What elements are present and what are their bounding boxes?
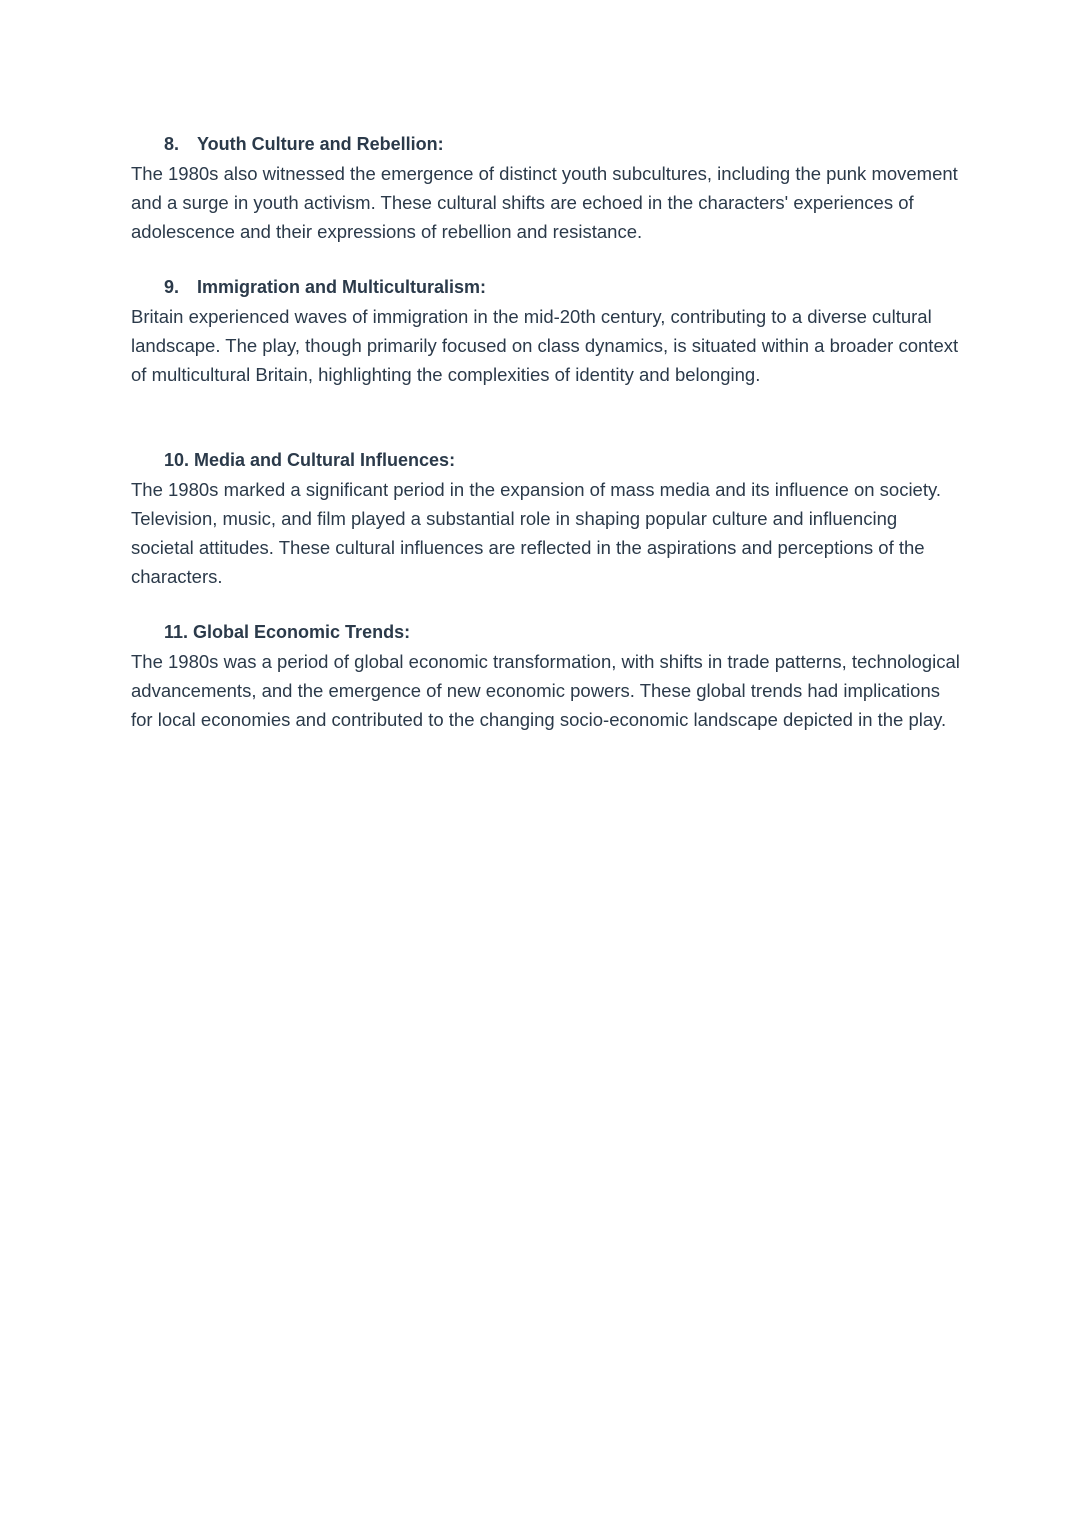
section-immigration [131, 273, 961, 389]
section-media [131, 446, 961, 591]
section-body: The 1980s also witnessed the emergence of distinct youth subcultures, including the punk movement and a surge in youth activism. These cultural shifts are echoed in the characters' experiences of adolescence and their expressions of rebellion and resistance. [131, 163, 958, 242]
section-title: Global Economic Trends: [193, 622, 411, 642]
section-number: 10. [164, 450, 190, 470]
section-number: 9. [164, 277, 180, 297]
section-youth-culture [131, 130, 961, 246]
section-global-economy [131, 618, 961, 734]
section-heading [131, 273, 961, 302]
section-heading [131, 618, 961, 647]
section-heading [131, 446, 961, 475]
section-body: The 1980s marked a significant period in the expansion of mass media and its influence on society. Television, music, and film played a substantial role in shaping popular culture and influencing societal attitudes. These cultural influences are reflected in the aspirations and perceptions of the characters. [131, 479, 942, 587]
section-title: Youth Culture and Rebellion: [197, 134, 444, 154]
section-title: Immigration and Multiculturalism: [197, 277, 487, 297]
section-number: 8. [164, 134, 180, 154]
section-heading [131, 130, 961, 159]
section-body: The 1980s was a period of global economic transformation, with shifts in trade patterns, technological advancements, and the emergence of new economic powers. These global trends had implications for local economies and contributed to the changing socio-economic landscape depicted in the play. [131, 651, 960, 730]
section-body: Britain experienced waves of immigration in the mid-20th century, contributing to a diverse cultural landscape. The play, though primarily focused on class dynamics, is situated within a broader context of multicultural Britain, highlighting the complexities of identity and belonging. [131, 306, 959, 385]
section-title: Media and Cultural Influences: [194, 450, 456, 470]
section-number: 11. [164, 622, 189, 642]
